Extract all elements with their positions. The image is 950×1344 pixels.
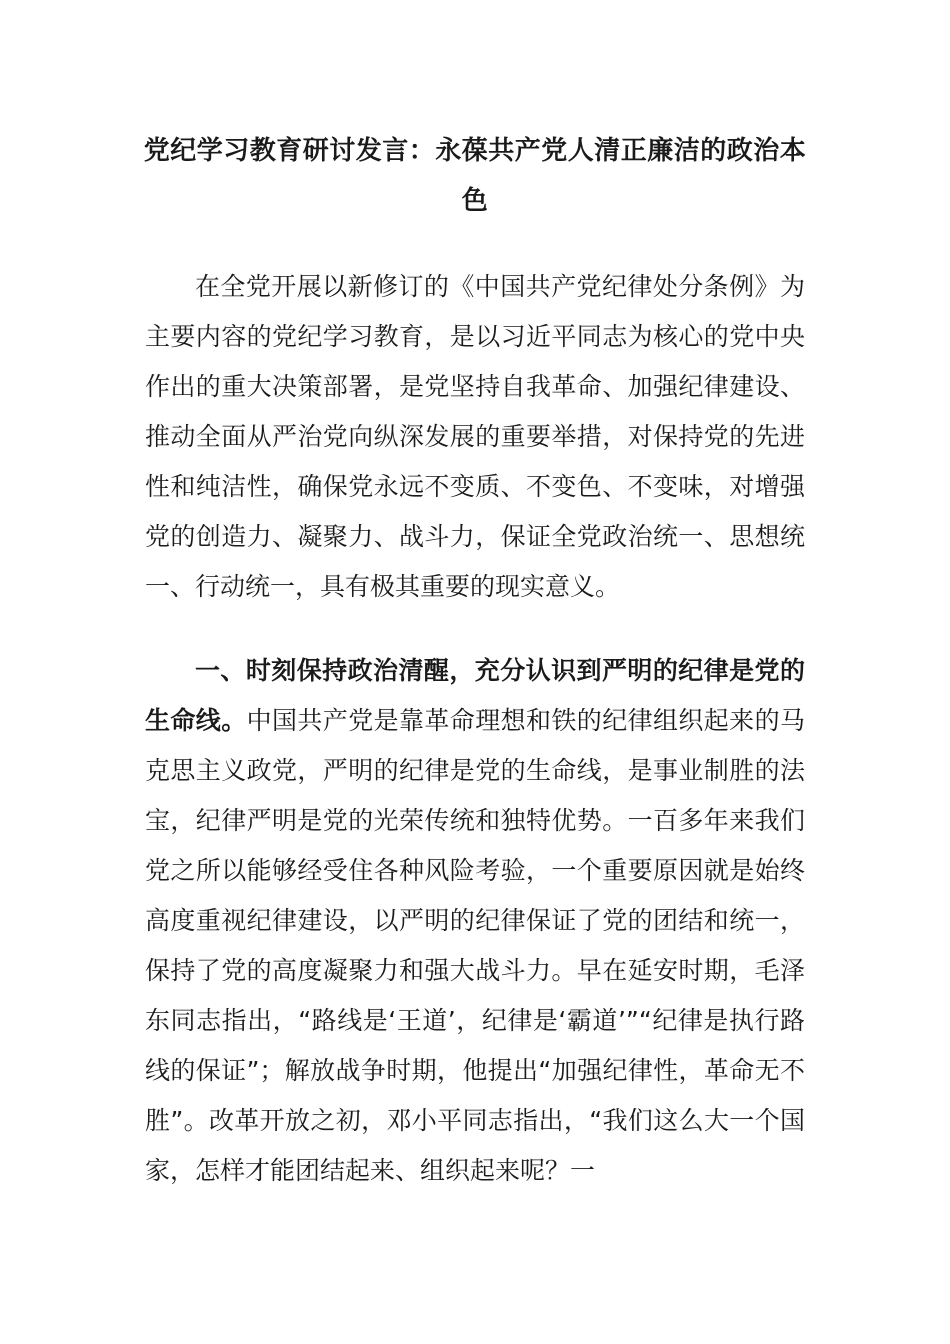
paragraph-intro <box>145 262 805 612</box>
section-one-heading: 一、时刻保持政治清醒，充分认识到严明的纪律是党的生命线。 <box>145 656 805 735</box>
section-one-text: 中国共产党是靠革命理想和铁的纪律组织起来的马克思主义政党，严明的纪律是党的生命线，是事业制胜的法宝，纪律严明是党的光荣传统和独特优势。一百多年来我们党之所以能够经受住各种风险考验，一个重要原因就是始终高度重视纪律建设，以严明的纪律保证了党的团结和统一，保持了党的高度凝聚力和强大战斗力。早在延安时期，毛泽东同志指出，“路线是‘王道’，纪律是‘霸道’”“纪律是执行路线的保证”；解放战争时期，他提出“加强纪律性，革命无不胜”。改革开放之初，邓小平同志指出，“我们这么大一个国家，怎样才能团结起来、组织起来呢？一 <box>145 706 805 1185</box>
document-title: 党纪学习教育研讨发言：永葆共产党人清正廉洁的政治本色 <box>143 136 807 216</box>
paragraph-intro-text: 在全党开展以新修订的《中国共产党纪律处分条例》为主要内容的党纪学习教育，是以习近平同志为核心的党中央作出的重大决策部署，是党坚持自我革命、加强纪律建设、推动全面从严治党向纵深发展的重要举措，对保持党的先进性和纯洁性，确保党永远不变质、不变色、不变味，对增强党的创造力、凝聚力、战斗力，保证全党政治统一、思想统一、行动统一，具有极其重要的现实意义。 <box>145 272 805 601</box>
paragraph-section-one <box>145 646 805 1196</box>
